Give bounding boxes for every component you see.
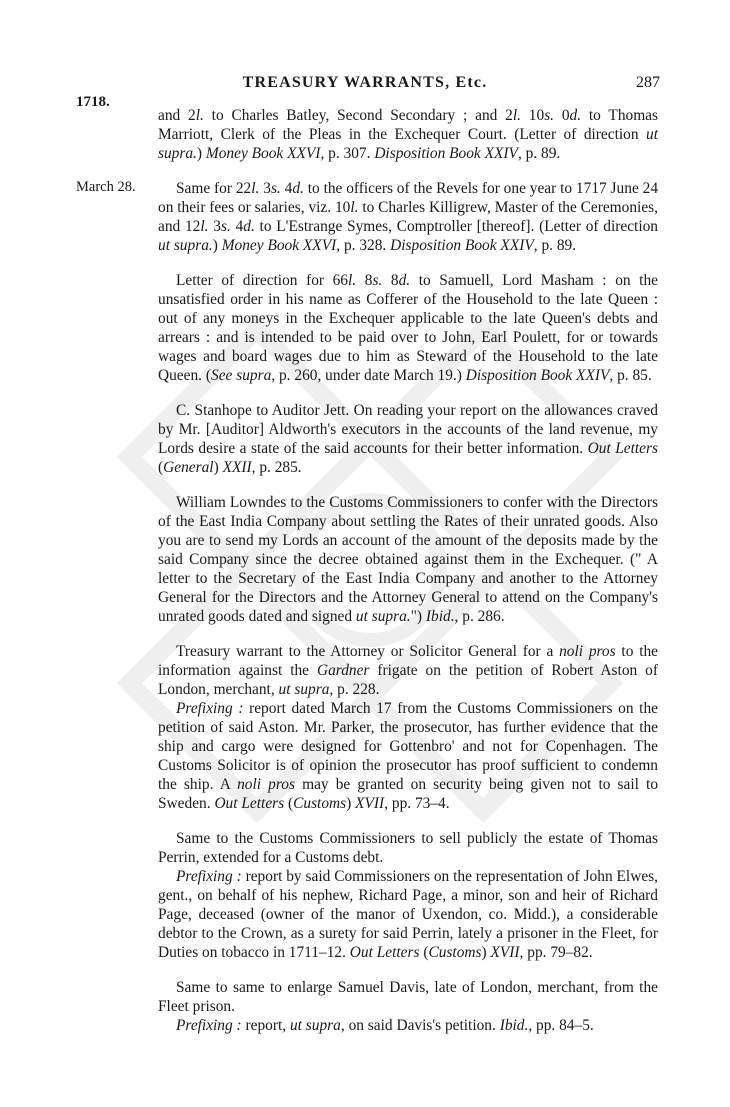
text-run: to Thomas Marriott, Clerk of the Pleas in the Exchequer Court. (Letter of direction	[158, 107, 658, 143]
text-run: 10	[520, 107, 545, 124]
document-body	[158, 106, 658, 1051]
italic-text: Prefixing :	[176, 700, 244, 717]
italic-text: ut supra	[289, 1017, 341, 1034]
text-run: may be granted on security being given not to sail to Sweden.	[158, 776, 659, 812]
text-run: and 2	[158, 107, 196, 124]
text-run: , p. 285.	[251, 459, 302, 476]
italic-text: ut supra.	[355, 608, 411, 625]
document-entry	[158, 401, 658, 477]
text-run: )	[346, 795, 356, 812]
text-run: , on said Davis's petition.	[340, 1017, 500, 1034]
italic-text: noli pros	[559, 643, 616, 660]
italic-text: l.	[195, 107, 204, 124]
italic-text: Gardner	[316, 662, 370, 679]
text-run: frigate on the petition of Robert Aston of London, merchant,	[158, 662, 658, 698]
italic-text: l.	[200, 218, 209, 235]
entry-paragraph	[158, 829, 658, 867]
document-entry	[158, 106, 658, 163]
text-run: 3	[259, 180, 271, 197]
text-run: , p. 89.	[533, 237, 577, 254]
text-run: Same for 22	[176, 180, 252, 197]
text-run: )	[213, 459, 223, 476]
entry-paragraph	[158, 401, 658, 477]
prefixing-paragraph	[158, 867, 658, 962]
text-run: (	[284, 795, 294, 812]
entry-paragraph	[158, 978, 658, 1016]
entry-date: March 28.	[76, 179, 136, 195]
text-run: , p. 228.	[329, 681, 380, 698]
text-run: 8	[356, 272, 373, 289]
document-entry	[158, 829, 658, 962]
text-run: , p. 89.	[517, 145, 561, 162]
document-entry	[158, 493, 658, 626]
text-run: to L'Estrange Symes, Comptroller [thereof]. (Letter of direction	[254, 218, 658, 235]
text-run: Letter of direction for 66	[176, 272, 349, 289]
text-run: to Samuell, Lord Masham : on the unsatisfied order in his name as Cofferer of the Household to the late Queen : out of any moneys in the Exchequer applicable to the late Queen's debts and arrears : and is intended to be paid over to John, Earl Poulett, for or towards wages and board wages due to him as Steward of the Household to the late Queen. (	[158, 272, 658, 384]
text-run: to Charles Batley, Second Secondary ; and 2	[203, 107, 513, 124]
text-run: , p. 85.	[609, 367, 652, 384]
entry-paragraph	[158, 493, 658, 626]
entry-paragraph	[158, 271, 658, 385]
italic-text: d.	[398, 272, 411, 289]
italic-text: s.	[220, 218, 231, 235]
entry-paragraph	[158, 179, 658, 255]
italic-text: See supra	[211, 367, 272, 384]
year-marginal-note: 1718.	[76, 94, 110, 110]
text-run: 0	[554, 107, 570, 124]
text-run: report by said Commissioners on the representation of John Elwes, gent., on behalf of his nephew, Richard Page, a minor, son and heir of Richard Page, deceased (owner of the manor of Uxendon, co. Midd.), a considerable debtor to the Crown, as a surety for said Perrin, lately a prisoner in the Fleet, for Duties on tobacco in 1711–12.	[158, 868, 658, 961]
text-run: , pp. 84–5.	[528, 1017, 594, 1034]
text-run: , p. 307.	[320, 145, 375, 162]
italic-text: Customs	[428, 944, 482, 961]
italic-text: Prefixing :	[176, 868, 242, 885]
italic-text: Disposition Book XXIV	[374, 145, 518, 162]
text-run: ")	[410, 608, 426, 625]
page-number: 287	[636, 74, 660, 91]
text-run: , p. 328.	[336, 237, 391, 254]
text-run: Treasury warrant to the Attorney or Solicitor General for a	[176, 643, 560, 660]
text-run: , pp. 73–4.	[384, 795, 450, 812]
text-run: to Charles Killigrew, Master of the Ceremonies, and 12	[158, 199, 658, 235]
document-entry	[158, 179, 658, 255]
document-entry	[158, 978, 658, 1035]
italic-text: s.	[270, 180, 281, 197]
entry-paragraph	[158, 642, 658, 699]
italic-text: Customs	[293, 795, 347, 812]
italic-text: General	[163, 459, 214, 476]
italic-text: Out Letters	[214, 795, 285, 812]
italic-text: Out Letters	[587, 440, 658, 457]
italic-text: XVII	[490, 944, 520, 961]
text-run: (	[419, 944, 429, 961]
text-run: , p. 286.	[454, 608, 505, 625]
text-run: report dated March 17 from the Customs Commissioners on the petition of said Aston. Mr. Parker, the prosecutor, has further evidence that the ship and cargo were designed for Gottenbro' and not for Copenhagen. The Customs Solicitor is of opinion the prosecutor has proof sufficient to condemn the ship. A	[158, 700, 658, 793]
text-run: , pp. 79–82.	[519, 944, 593, 961]
italic-text: s.	[372, 272, 383, 289]
document-entry	[158, 271, 658, 385]
text-run: (	[158, 459, 164, 476]
text-run: to the information against the	[158, 643, 658, 679]
italic-text: Money Book XXVI	[205, 145, 321, 162]
text-run: to the officers of the Revels for one year to 1717 June 24 on their fees or salaries, viz. 10	[158, 180, 659, 216]
text-run: William Lowndes to the Customs Commissioners to confer with the Directors of the East India Company about settling the Rates of their unrated goods. Also you are to send my Lords an account of the amount of the deposits made by the said Company since the decree obtained against them in the Exchequer. (" A letter to the Secretary of the East India Company and another to the Attorney General for the Directors and the Attorney General to attend on the Company's unrated goods dated and signed	[158, 494, 658, 625]
text-run: report,	[241, 1017, 290, 1034]
text-run: )	[196, 145, 206, 162]
italic-text: d.	[243, 218, 255, 235]
italic-text: ut supra.	[158, 237, 213, 254]
document-entry	[158, 642, 658, 813]
italic-text: Ibid.	[425, 608, 455, 625]
italic-text: l.	[251, 180, 260, 197]
italic-text: XXII	[222, 459, 252, 476]
italic-text: Disposition Book XXIV	[390, 237, 534, 254]
text-run: 3	[208, 218, 221, 235]
text-run: 8	[382, 272, 399, 289]
running-head-title: TREASURY WARRANTS, Etc.	[242, 74, 488, 91]
italic-text: Ibid.	[499, 1017, 529, 1034]
italic-text: Out Letters	[349, 944, 420, 961]
italic-text: Prefixing :	[176, 1017, 242, 1034]
italic-text: s.	[544, 107, 555, 124]
text-run: )	[481, 944, 491, 961]
italic-text: ut supra	[278, 681, 330, 698]
text-run: Same to same to enlarge Samuel Davis, late of London, merchant, from the Fleet prison.	[158, 979, 658, 1015]
text-run: 4	[280, 180, 293, 197]
italic-text: l.	[350, 199, 359, 216]
italic-text: XVII	[355, 795, 385, 812]
text-run: C. Stanhope to Auditor Jett. On reading your report on the allowances craved by Mr. [Auditor] Aldworth's executors in the accounts of the land revenue, my Lords desire a state of the said accounts for their better information.	[158, 402, 658, 457]
italic-text: Money Book XXVI	[221, 237, 337, 254]
text-run: Same to the Customs Commissioners to sell publicly the estate of Thomas Perrin, extended for a Customs debt.	[158, 830, 658, 866]
italic-text: ut supra.	[158, 126, 658, 162]
italic-text: Disposition Book XXIV	[465, 367, 610, 384]
italic-text: noli pros	[237, 776, 295, 793]
text-run: , p. 260, under date March 19.)	[271, 367, 466, 384]
entry-paragraph	[158, 106, 658, 163]
italic-text: l.	[348, 272, 357, 289]
italic-text: d.	[292, 180, 304, 197]
text-run: 4	[230, 218, 244, 235]
italic-text: l.	[512, 107, 521, 124]
text-run: )	[212, 237, 222, 254]
prefixing-paragraph	[158, 1016, 658, 1035]
prefixing-paragraph	[158, 699, 658, 813]
italic-text: d.	[569, 107, 582, 124]
